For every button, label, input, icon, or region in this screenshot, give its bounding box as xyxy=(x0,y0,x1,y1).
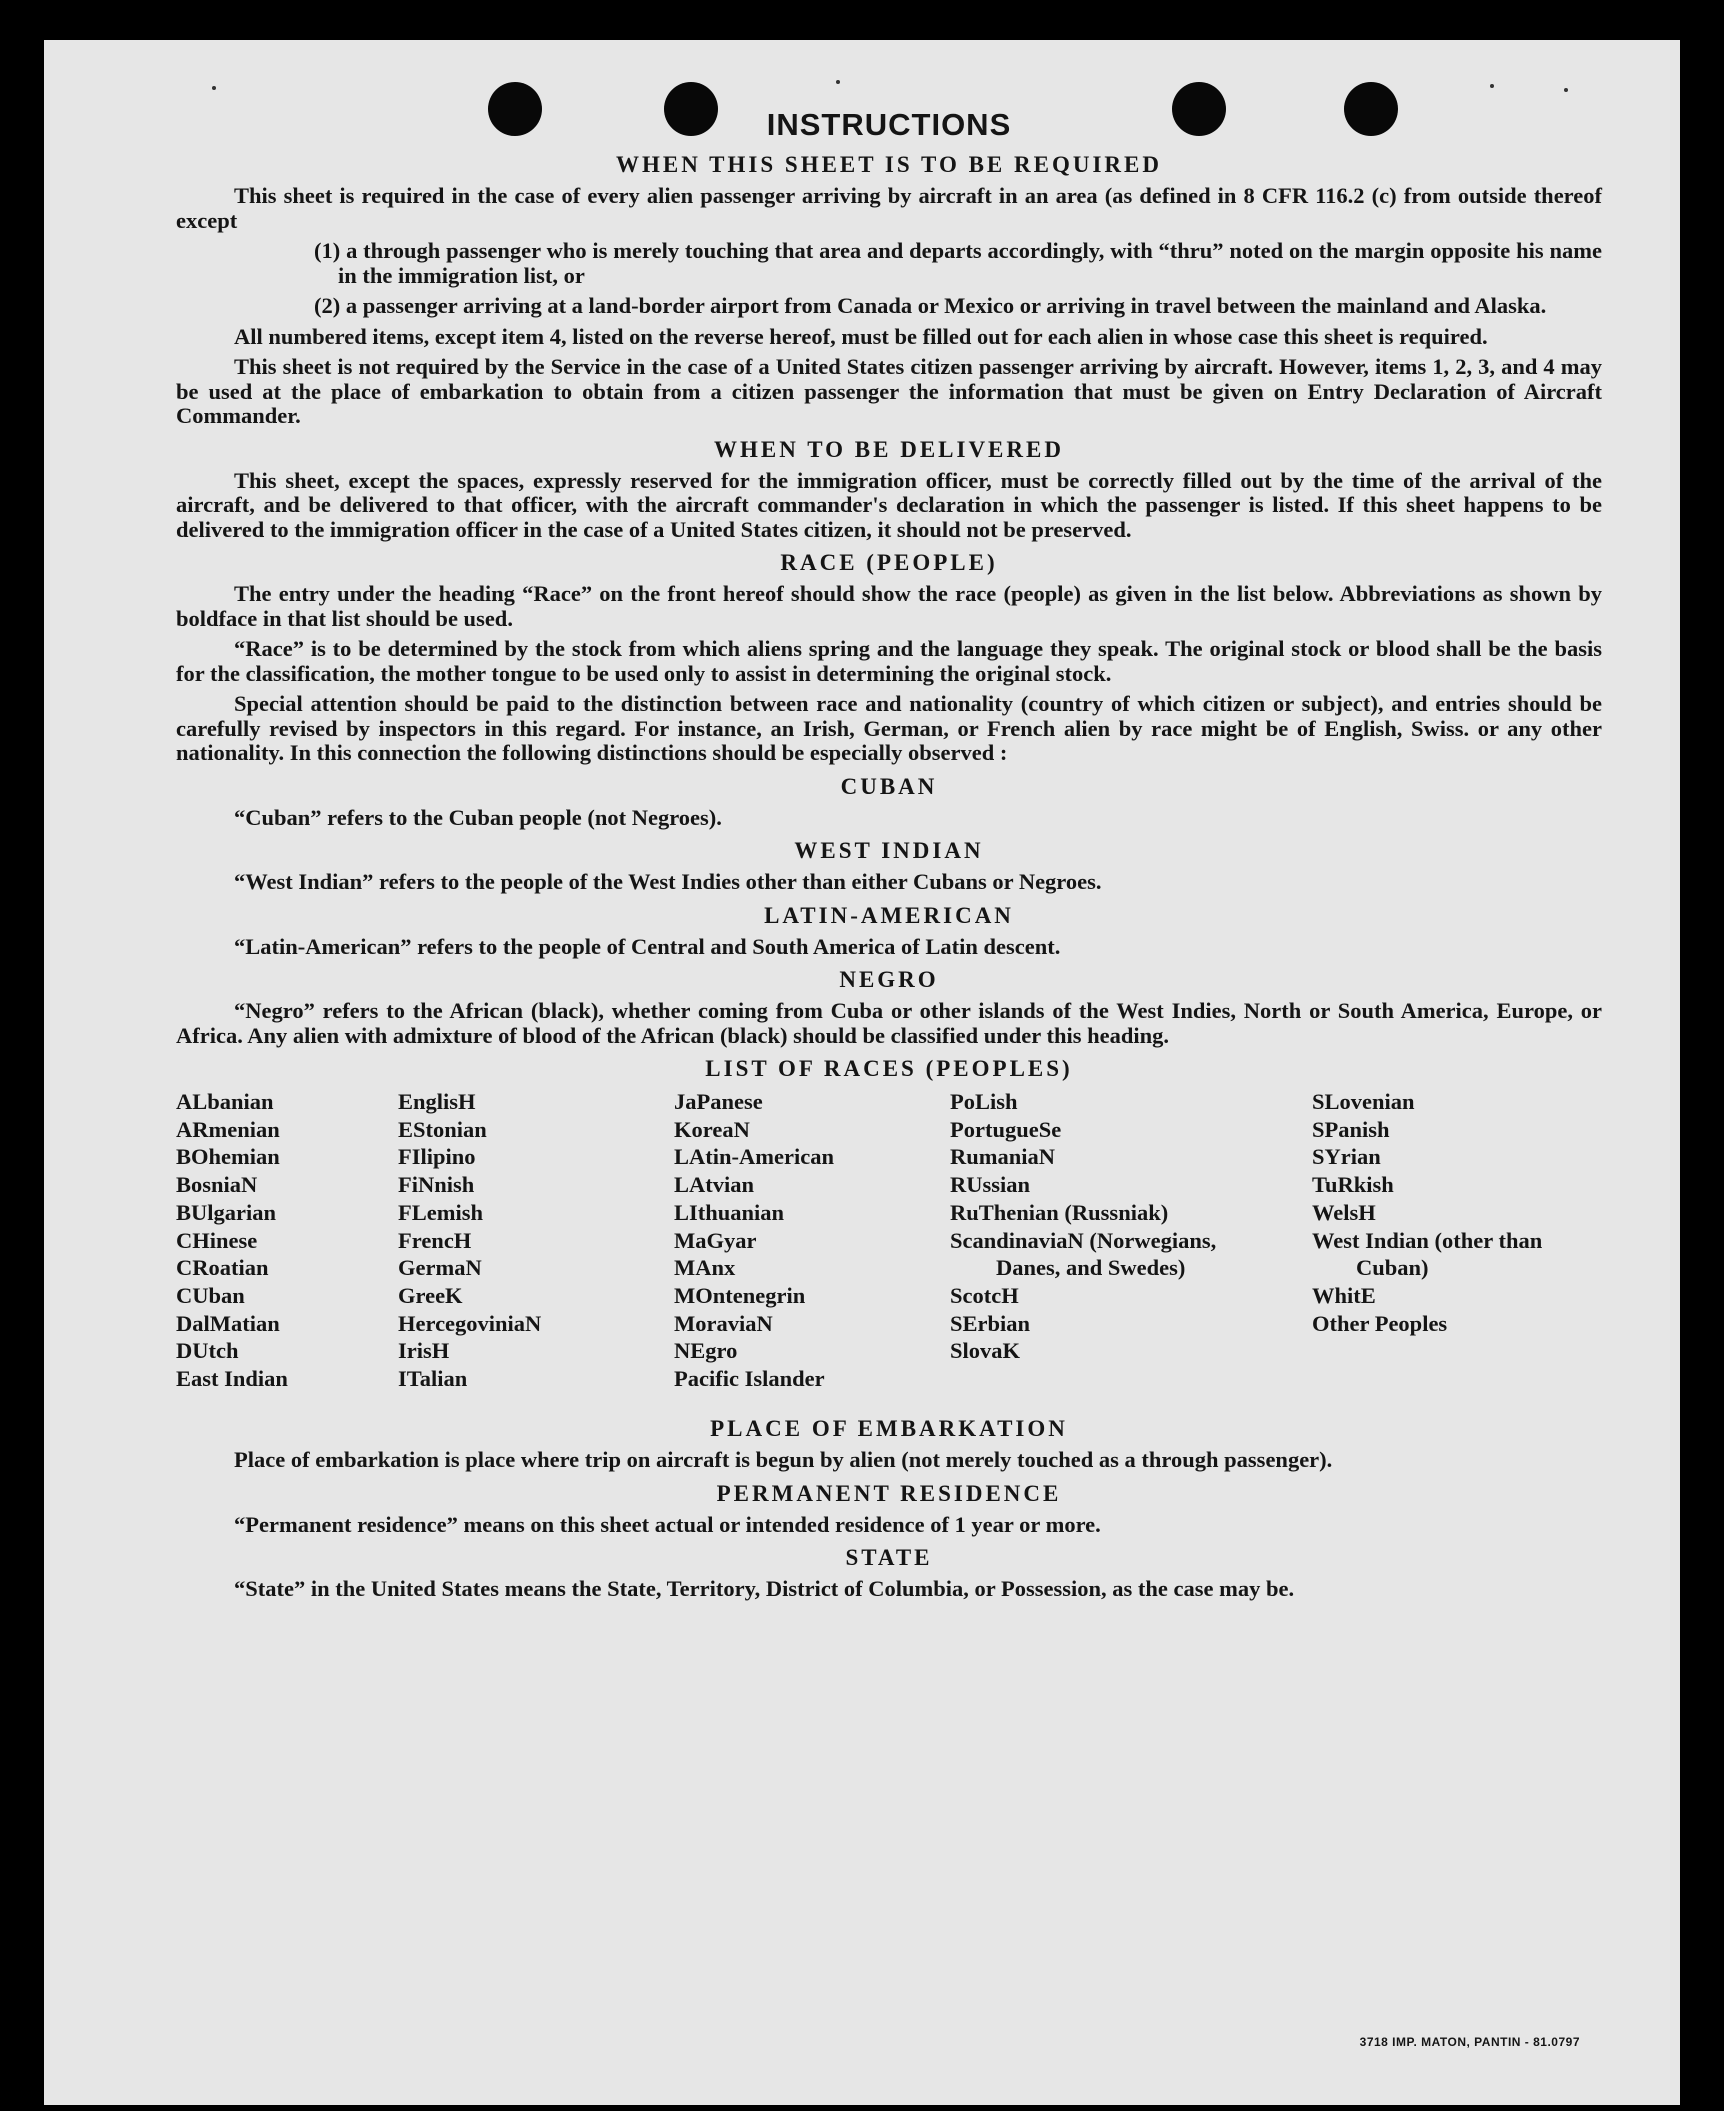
race-item: EStonian xyxy=(398,1116,487,1142)
paragraph: This sheet is required in the case of every alien passenger arriving by aircraft in an area (as defined in 8 CFR 116.2 (c) from outside thereof except xyxy=(176,183,1602,233)
race-item: MAnx xyxy=(674,1255,736,1281)
heading-race: RACE (PEOPLE) xyxy=(780,550,998,575)
race-item: SErbian xyxy=(950,1310,1031,1336)
race-item: DalMatian xyxy=(176,1310,280,1336)
speck xyxy=(1490,84,1494,88)
heading-west-indian: WEST INDIAN xyxy=(794,838,984,863)
race-item: BOhemian xyxy=(176,1144,280,1170)
race-item: KoreaN xyxy=(674,1116,750,1142)
race-item: CHinese xyxy=(176,1227,258,1253)
paragraph: “Latin-American” refers to the people of Central and South America of Latin descent. xyxy=(234,933,1061,959)
race-item: IrisH xyxy=(398,1338,450,1364)
race-item: ScotcH xyxy=(950,1282,1019,1308)
race-item: WelsH xyxy=(1312,1199,1376,1225)
heading-permanent-residence: PERMANENT RESIDENCE xyxy=(716,1480,1062,1506)
paragraph: This sheet, except the spaces, expressly reserved for the immigration officer, must be correctly filled out by the time of the arrival of the aircraft, and be delivered to that officer, with the aircraft commander's declaration in which the passenger is listed. If this sheet happens to be delivered to the immigration officer in the case of a United States citizen, it should not be preserved. xyxy=(176,467,1602,542)
race-item: NEgro xyxy=(674,1338,738,1364)
race-item: MoraviaN xyxy=(674,1310,773,1336)
race-item: BosniaN xyxy=(176,1172,258,1198)
race-item: EnglisH xyxy=(398,1089,476,1114)
heading-list-of-races: LIST OF RACES (PEOPLES) xyxy=(705,1056,1073,1081)
paragraph: “Race” is to be determined by the stock from which aliens spring and the language they speak. The original stock or blood shall be the basis for the classification, the mother tongue to be used only to assist in determining the original stock. xyxy=(176,636,1602,686)
race-item: SLovenian xyxy=(1312,1089,1415,1114)
race-item: CRoatian xyxy=(176,1255,269,1281)
race-item: SlovaK xyxy=(950,1338,1021,1364)
paragraph: “State” in the United States means the State, Territory, District of Columbia, or Possession, as the case may be. xyxy=(234,1576,1295,1601)
race-item: FIlipino xyxy=(398,1144,476,1170)
heading-state: STATE xyxy=(845,1545,933,1570)
race-item: ITalian xyxy=(398,1366,468,1392)
race-item: CUban xyxy=(176,1282,245,1308)
heading-cuban: CUBAN xyxy=(840,773,938,799)
race-item: JaPanese xyxy=(674,1089,763,1114)
race-column-3 xyxy=(674,1088,914,1393)
race-item: PoLish xyxy=(950,1089,1018,1114)
race-item: FrencH xyxy=(398,1227,472,1253)
race-item: DUtch xyxy=(176,1338,239,1364)
race-item: East Indian xyxy=(176,1366,288,1392)
race-item: MaGyar xyxy=(674,1227,757,1253)
heading-latin-american: LATIN-AMERICAN xyxy=(764,902,1014,928)
race-item: GermaN xyxy=(398,1255,482,1281)
paragraph: “West Indian” refers to the people of the West Indies other than either Cubans or Negroes. xyxy=(234,869,1102,894)
race-column-1 xyxy=(176,1088,376,1393)
paragraph: Place of embarkation is place where trip on aircraft is begun by alien (not merely touched as a through passenger). xyxy=(234,1447,1333,1472)
race-list xyxy=(176,1088,1602,1408)
heading-when-required: WHEN THIS SHEET IS TO BE REQUIRED xyxy=(616,152,1162,177)
speck xyxy=(1564,88,1568,92)
page-title: INSTRUCTIONS xyxy=(766,107,1012,142)
race-item: BUlgarian xyxy=(176,1199,277,1225)
paragraph: This sheet is not required by the Service in the case of a United States citizen passenger arriving by aircraft. However, items 1, 2, 3, and 4 may be used at the place of embarkation to obtain from a citizen passenger the information that must be given on Entry Declaration of Aircraft Commander. xyxy=(176,354,1602,428)
speck xyxy=(836,80,840,84)
instructions-content xyxy=(176,106,1602,1608)
race-item: LAtin-American xyxy=(674,1144,834,1170)
race-item: TuRkish xyxy=(1312,1172,1394,1198)
race-item: HercegoviniaN xyxy=(398,1310,542,1336)
speck xyxy=(212,86,216,90)
paragraph: The entry under the heading “Race” on the front hereof should show the race (people) as given in the list below. Abbreviations as shown by boldface in that list should be used. xyxy=(176,581,1602,631)
race-item: LAtvian xyxy=(674,1172,755,1198)
race-item: ARmenian xyxy=(176,1116,280,1142)
list-item: (2) a passenger arriving at a land-border airport from Canada or Mexico or arriving in travel between the mainland and Alaska. xyxy=(314,293,1547,318)
race-item: West Indian (other than Cuban) xyxy=(1312,1227,1543,1281)
paragraph: All numbered items, except item 4, listed on the reverse hereof, must be filled out for each alien in whose case this sheet is required. xyxy=(234,323,1488,349)
race-item: Other Peoples xyxy=(1312,1310,1448,1336)
document-sheet xyxy=(44,40,1680,2105)
race-item: RUssian xyxy=(950,1172,1031,1198)
race-item: FiNnish xyxy=(398,1172,475,1198)
race-item: MOntenegrin xyxy=(674,1282,806,1308)
race-item: Pacific Islander xyxy=(674,1366,825,1392)
heading-embarkation: PLACE OF EMBARKATION xyxy=(710,1416,1068,1441)
race-item: SPanish xyxy=(1312,1116,1390,1142)
list-item: (1) a through passenger who is merely touching that area and departs accordingly, with “thru” noted on the margin opposite his name in the immigration list, or xyxy=(314,238,1602,288)
race-item: SYrian xyxy=(1312,1144,1381,1170)
paragraph: “Negro” refers to the African (black), whether coming from Cuba or other islands of the West Indies, North or South America, Europe, or Africa. Any alien with admixture of blood of the African (black) should be classified under this heading. xyxy=(176,998,1602,1048)
race-item: FLemish xyxy=(398,1199,484,1225)
race-column-5 xyxy=(1312,1088,1580,1337)
race-item: RumaniaN xyxy=(950,1144,1056,1170)
race-item: RuThenian (Russniak) xyxy=(950,1199,1169,1225)
heading-negro: NEGRO xyxy=(839,967,939,992)
race-item: LIthuanian xyxy=(674,1199,785,1225)
printer-imprint: 3718 IMP. MATON, PANTIN - 81.0797 xyxy=(1359,2035,1580,2049)
race-item: ALbanian xyxy=(176,1089,274,1114)
race-item: GreeK xyxy=(398,1282,463,1308)
heading-when-delivered: WHEN TO BE DELIVERED xyxy=(714,436,1064,462)
paragraph: “Permanent residence” means on this sheet actual or intended residence of 1 year or more. xyxy=(234,1511,1101,1537)
race-item: WhitE xyxy=(1312,1282,1376,1308)
race-item: ScandinaviaN (Norwegians, Danes, and Swedes) xyxy=(950,1227,1217,1281)
race-item: PortugueSe xyxy=(950,1116,1062,1142)
race-column-2 xyxy=(398,1088,628,1393)
paragraph: Special attention should be paid to the distinction between race and nationality (country of which citizen or subject), and entries should be carefully revised by inspectors in this regard. For instance, an Irish, German, or French alien by race might be of English, Swiss. or any other nationality. In this connection the following distinctions should be especially observed : xyxy=(176,691,1602,765)
race-column-4 xyxy=(950,1088,1246,1365)
paragraph: “Cuban” refers to the Cuban people (not Negroes). xyxy=(234,804,722,830)
